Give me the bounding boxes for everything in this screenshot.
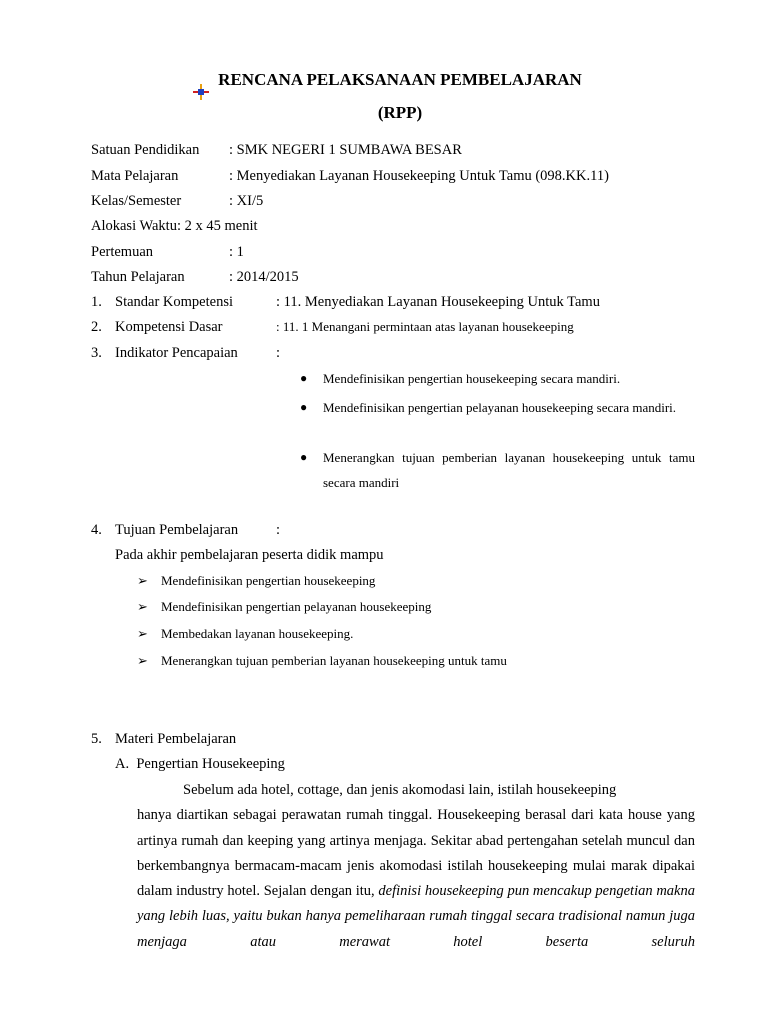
arrow-bullet-icon: ➢ [137,573,148,588]
info-value: : Menyediakan Layanan Housekeeping Untuk Tamu (098.KK.11) [229,168,609,184]
section-number: 3. [91,345,102,361]
section-tujuan [91,522,280,539]
paragraph-first-line: Sebelum ada hotel, cottage, dan jenis akomodasi lain, istilah housekeeping [183,782,617,798]
section-standar-kompetensi [91,294,600,311]
section-number: 2. [91,319,102,335]
section-value: : [276,522,281,538]
section-kompetensi-dasar [91,319,574,336]
info-value: : 2014/2015 [229,269,299,285]
info-label: Tahun Pelajaran [91,269,185,285]
document-title: RENCANA PELAKSANAAN PEMBELAJARAN [218,70,582,89]
objective-item: ➢ Mendefinisikan pengertian pelayanan housekeeping [137,599,432,614]
section-value: : 11. Menyediakan Layanan Housekeeping Untuk Tamu [276,294,600,310]
section-label: Kompetensi Dasar [115,319,223,335]
info-row-tahun [91,269,299,286]
info-label: Kelas/Semester [91,193,182,209]
info-label: Satuan Pendidikan [91,142,200,158]
section-number: 4. [91,522,102,538]
indicator-item: ● Mendefinisikan pengertian housekeeping secara mandiri. [300,366,695,391]
info-row-pertemuan [91,244,244,261]
section-value: : [276,345,281,361]
info-label: Alokasi Waktu: 2 x 45 menit [91,218,258,234]
paragraph-body [137,803,695,955]
info-label: Pertemuan [91,244,154,260]
objective-item: ➢ Menerangkan tujuan pemberian layanan housekeeping untuk tamu [137,653,507,668]
section-number: 5. [91,731,102,747]
indicator-item: ● Menerangkan tujuan pemberian layanan housekeeping untuk tamu secara mandiri [300,445,695,495]
body-paragraph [137,778,695,955]
paragraph-italic-text: definisi housekeeping pun mencakup pengetian makna yang lebih luas, yaitu bukan hanya pemeliharaan rumah tinggal secara tradisional namun juga menjaga atau merawat hotel beserta seluruh [137,883,695,950]
bullet-icon: ● [300,371,308,385]
section-value: : 11. 1 Menangani permintaan atas layanan housekeeping [276,319,574,334]
document-subtitle: (RPP) [377,103,423,122]
tujuan-intro: Pada akhir pembelajaran peserta didik mampu [115,547,384,563]
info-value: : 1 [229,244,244,260]
paragraph-text: hanya diartikan sebagai perawatan rumah tinggal. Housekeeping berasal dari kata house yang artinya rumah dan keeping yang artinya menjaga. Sekitar abad pertengahan setelah muncul dan berkembangnya bermacam-macam jenis akomodasi istilah housekeeping mulai marak dipakai dalam industry hotel. Sejalan dengan itu, [137,807,695,900]
section-label: Materi Pembelajaran [115,731,237,747]
info-value: : SMK NEGERI 1 SUMBAWA BESAR [229,142,462,158]
section-materi [91,731,236,748]
arrow-bullet-icon: ➢ [137,626,148,641]
info-row-alokasi [91,218,258,235]
section-number: 1. [91,294,102,310]
arrow-bullet-icon: ➢ [137,653,148,668]
subsection-pengertian: A. Pengertian Housekeeping [115,756,285,772]
cursor-mark-icon [193,84,209,100]
bullet-icon: ● [300,400,308,414]
section-label: Tujuan Pembelajaran [115,522,239,538]
objective-item: ➢ Mendefinisikan pengertian housekeeping [137,573,376,588]
info-label: Mata Pelajaran [91,168,179,184]
section-label: Indikator Pencapaian [115,345,238,361]
info-row-mapel [91,168,609,185]
section-indikator [91,345,280,362]
info-row-satuan [91,142,462,159]
section-label: Standar Kompetensi [115,294,233,310]
bullet-icon: ● [300,450,308,464]
indicator-item: ● Mendefinisikan pengertian pelayanan housekeeping secara mandiri. [300,395,695,420]
info-row-kelas [91,193,263,210]
info-value: : XI/5 [229,193,264,209]
objective-item: ➢ Membedakan layanan housekeeping. [137,626,354,641]
arrow-bullet-icon: ➢ [137,599,148,614]
